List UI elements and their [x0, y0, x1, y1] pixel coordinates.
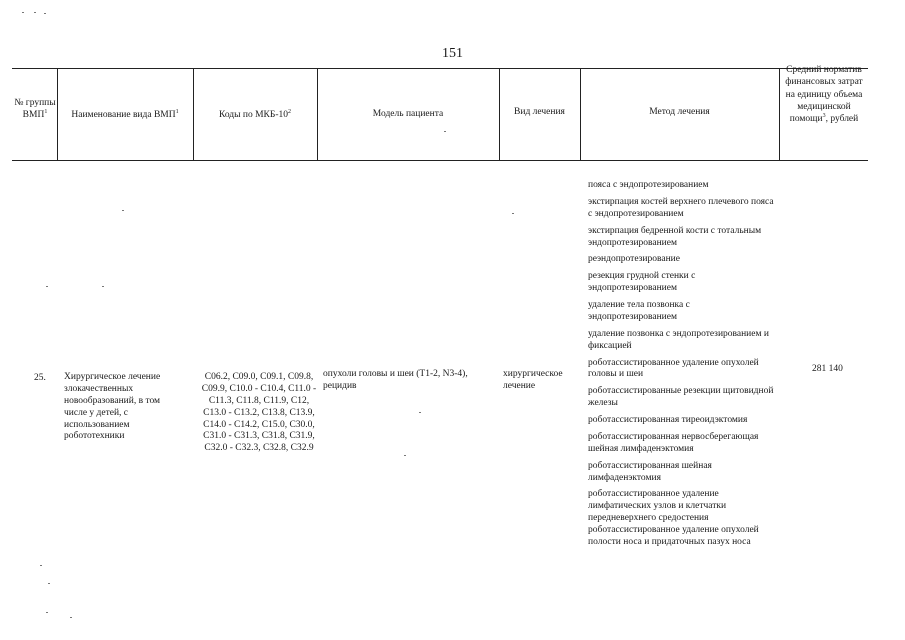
- scan-speck: [44, 13, 46, 14]
- header-vmp-name: [58, 109, 192, 121]
- method-item: экстирпация бедренной кости с тотальным эндопротезированием: [588, 225, 762, 248]
- footnote-marker: 1: [175, 108, 179, 115]
- method-item: реэндопротезирование: [588, 254, 680, 265]
- footnote-marker: 2: [288, 108, 292, 115]
- method-item: роботассистированная тиреоидэктомия: [588, 415, 748, 425]
- header-average-cost-text: Средний норматив финансовых затрат на единицу объема медицинской помощи: [785, 65, 863, 125]
- method-item: удаление позвонка с эндопротезированием и фиксацией: [588, 328, 769, 351]
- method-item: роботассистированная шейная лимфаденэктомия: [588, 460, 712, 483]
- page-number: 151: [442, 46, 463, 61]
- row-number: 25.: [34, 373, 46, 383]
- footnote-marker: 1: [44, 109, 48, 116]
- scan-speck: [444, 131, 446, 132]
- method-item: удаление тела позвонка с эндопротезированием: [588, 300, 690, 322]
- header-patient-model: Модель пациента: [372, 109, 444, 119]
- table-top-border: [12, 68, 868, 69]
- method-item: пояса с эндопротезированием: [588, 180, 709, 190]
- method-item: роботассистированное удаление опухолей головы и шеи: [588, 357, 759, 380]
- scan-speck: [34, 12, 36, 13]
- header-average-cost-unit: , рублей: [825, 114, 859, 125]
- header-group-no: [14, 97, 56, 122]
- scan-speck: [46, 612, 48, 613]
- scan-speck: [419, 412, 421, 413]
- header-group-no-text: № группы ВМП: [14, 98, 56, 121]
- header-icd-codes-text: Коды по МКБ-10: [218, 110, 289, 120]
- treatment-type-cell: хирургическое лечение: [503, 369, 563, 391]
- scan-speck: [404, 455, 406, 456]
- header-average-cost: [780, 64, 868, 126]
- method-item: резекция грудной стенки с эндопротезированием: [588, 271, 696, 294]
- icd-codes-cell: C06.2, C09.0, C09.1, C09.8, C09.9, C10.0 - C10.4, C11.0 - C11.3, C11.8, C11.9, C12, C13.0 - C13.2, C13.8, C13.9, C14.0 - C14.2, C15.0, C30.0, C31.0 - C31.3, C31.8, C31.9, C32.0 - C32.3, C32.8, C32.9: [201, 372, 317, 454]
- scan-speck: [102, 286, 104, 287]
- method-item: роботассистированные резекции щитовидной железы: [588, 386, 774, 409]
- method-item: роботассистированное удаление лимфатических узлов и клетчатки передневерхнего средостения: [588, 489, 727, 524]
- scan-speck: [48, 583, 50, 584]
- treatment-method-list: [588, 180, 778, 554]
- scan-speck: [70, 617, 72, 618]
- method-item: роботассистированная нервосберегающая шейная лимфаденэктомия: [588, 431, 759, 454]
- cost-cell: 281 140: [812, 364, 843, 374]
- scan-speck: [22, 12, 24, 13]
- header-treatment-type: Вид лечения: [514, 107, 565, 117]
- scan-speck: [46, 286, 48, 287]
- method-item: экстирпация костей верхнего плечевого пояса с эндопротезированием: [588, 196, 774, 219]
- scan-speck: [512, 213, 514, 214]
- scan-speck: [40, 565, 42, 566]
- method-item: роботассистированное удаление опухолей полости носа и придаточных пазух носа: [588, 525, 759, 547]
- header-vmp-name-text: Наименование вида ВМП: [71, 110, 176, 120]
- footnote-marker: 3: [822, 113, 826, 120]
- header-treatment-method: Метод лечения: [649, 107, 710, 117]
- header-icd-codes: [194, 109, 316, 121]
- table-header-bottom-border: [12, 160, 868, 161]
- patient-model-cell: опухоли головы и шеи (T1-2, N3-4), рецидив: [323, 369, 468, 391]
- scan-speck: [122, 210, 124, 211]
- vmp-name-cell: Хирургическое лечение злокачественных новообразований, в том числе у детей, с использованием робототехники: [64, 372, 161, 442]
